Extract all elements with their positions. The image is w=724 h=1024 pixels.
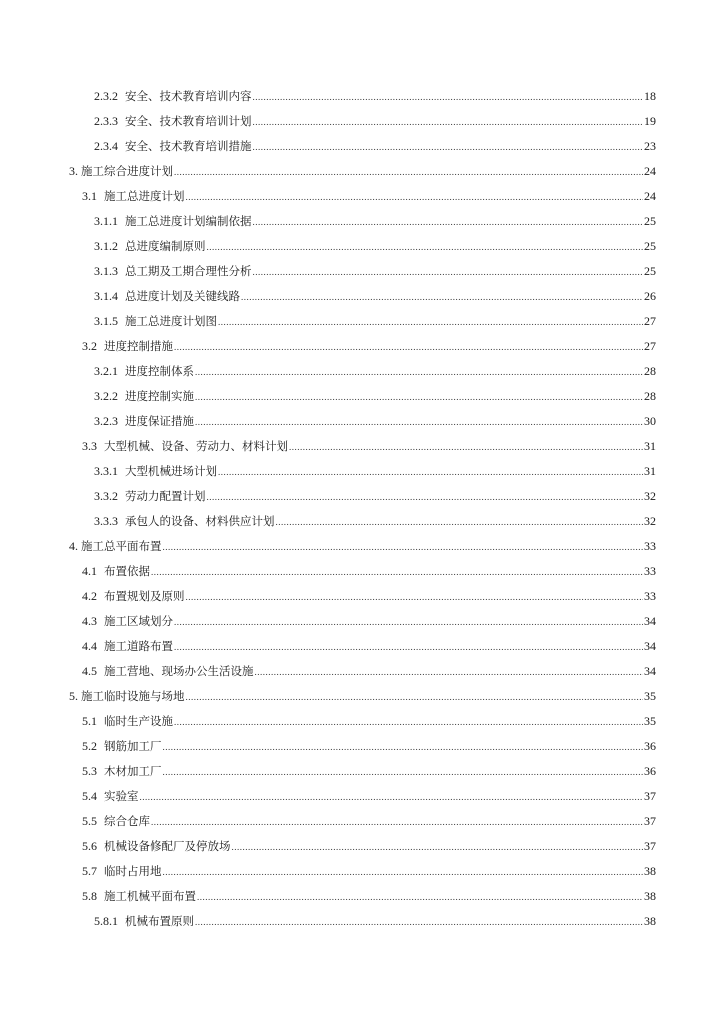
- toc-entry[interactable]: [0, 85, 724, 110]
- toc-entry[interactable]: [0, 210, 724, 235]
- toc-entry[interactable]: [0, 160, 724, 185]
- toc-entry[interactable]: [0, 385, 724, 410]
- toc-section-title: 施工临时设施与场地: [81, 689, 185, 703]
- toc-dot-leader: [174, 636, 643, 658]
- toc-section-title: 机械设备修配厂及停放场: [104, 839, 231, 853]
- toc-section-title: 实验室: [104, 789, 139, 803]
- toc-page-number: 19: [644, 114, 656, 128]
- toc-entry-line: [82, 435, 656, 458]
- toc-page-number: 38: [644, 914, 656, 928]
- toc-dot-leader: [140, 786, 644, 808]
- toc-entry[interactable]: [0, 560, 724, 585]
- toc-section-number: 5.8.1: [94, 914, 118, 928]
- toc-section-number: 2.3.3: [94, 114, 118, 128]
- toc-page-number: 35: [644, 689, 656, 703]
- toc-entry-line: [94, 260, 656, 283]
- toc-section-title: 施工道路布置: [104, 639, 173, 653]
- toc-dot-leader: [174, 711, 643, 733]
- toc-page-number: 34: [644, 664, 656, 678]
- toc-section-title: 进度保证措施: [125, 414, 194, 428]
- toc-page-number: 24: [644, 189, 656, 203]
- toc-entry[interactable]: [0, 360, 724, 385]
- toc-section-title: 进度控制措施: [104, 339, 173, 353]
- toc-dot-leader: [151, 561, 643, 583]
- toc-section-number: 5.2: [82, 739, 97, 753]
- toc-dot-leader: [163, 761, 644, 783]
- toc-section-title: 安全、技术教育培训内容: [125, 89, 252, 103]
- toc-page-number: 33: [644, 539, 656, 553]
- toc-section-number: 5.4: [82, 789, 97, 803]
- toc-entry-line: [94, 285, 656, 308]
- toc-section-number: 3.1: [82, 189, 97, 203]
- toc-section-number: 5.8: [82, 889, 97, 903]
- toc-entry-line: [82, 885, 656, 908]
- toc-entry-line: [94, 310, 656, 333]
- toc-page-number: 37: [644, 839, 656, 853]
- toc-section-title: 进度控制体系: [125, 364, 194, 378]
- toc-entry[interactable]: [0, 410, 724, 435]
- toc-page-number: 18: [644, 89, 656, 103]
- toc-page-number: 27: [644, 314, 656, 328]
- toc-section-title: 施工总进度计划编制依据: [125, 214, 252, 228]
- toc-section-number: 3.3.1: [94, 464, 118, 478]
- toc-dot-leader: [195, 411, 643, 433]
- toc-section-title: 综合仓库: [104, 814, 150, 828]
- toc-entry[interactable]: [0, 685, 724, 710]
- toc-page-number: 24: [644, 164, 656, 178]
- toc-entry-line: [94, 210, 656, 233]
- toc-section-title: 总进度编制原则: [125, 239, 206, 253]
- toc-section-title: 施工总平面布置: [81, 539, 162, 553]
- toc-page-number: 33: [644, 564, 656, 578]
- toc-dot-leader: [218, 461, 643, 483]
- toc-section-number: 4.3: [82, 614, 97, 628]
- toc-page-number: 25: [644, 239, 656, 253]
- toc-section-number: 3.1.1: [94, 214, 118, 228]
- toc-page-number: 27: [644, 339, 656, 353]
- toc-entry-line: [82, 785, 656, 808]
- toc-section-title: 钢筋加工厂: [104, 739, 162, 753]
- toc-entry[interactable]: [0, 785, 724, 810]
- toc-dot-leader: [218, 311, 643, 333]
- toc-section-number: 3.2.1: [94, 364, 118, 378]
- toc-section-title: 安全、技术教育培训措施: [125, 139, 252, 153]
- toc-section-title: 进度控制实施: [125, 389, 194, 403]
- toc-section-number: 3.1.5: [94, 314, 118, 328]
- toc-section-number: 3.3.2: [94, 489, 118, 503]
- toc-page-number: 37: [644, 814, 656, 828]
- toc-section-number: 5.1: [82, 714, 97, 728]
- toc-section-number: 4.5: [82, 664, 97, 678]
- toc-entry-line: [82, 760, 656, 783]
- toc-entry-line: [94, 410, 656, 433]
- toc-page-number: 38: [644, 864, 656, 878]
- toc-page-number: 25: [644, 264, 656, 278]
- toc-section-title: 大型机械、设备、劳动力、材料计划: [104, 439, 288, 453]
- toc-section-title: 施工机械平面布置: [104, 889, 196, 903]
- toc-section-number: 3.3: [82, 439, 97, 453]
- toc-entry-line: [82, 810, 656, 833]
- toc-entry[interactable]: [0, 660, 724, 685]
- toc-section-title: 施工区域划分: [104, 614, 173, 628]
- toc-entry-line: [94, 910, 656, 933]
- toc-section-title: 布置规划及原则: [104, 589, 185, 603]
- toc-section-title: 施工综合进度计划: [81, 164, 173, 178]
- toc-dot-leader: [195, 386, 643, 408]
- toc-section-number: 5.: [69, 689, 78, 703]
- toc-entry[interactable]: [0, 635, 724, 660]
- toc-entry-line: [94, 360, 656, 383]
- toc-entry[interactable]: [0, 435, 724, 460]
- toc-section-title: 木材加工厂: [104, 764, 162, 778]
- toc-entry[interactable]: [0, 760, 724, 785]
- toc-page-number: 31: [644, 464, 656, 478]
- toc-page-number: 28: [644, 364, 656, 378]
- toc-dot-leader: [241, 286, 643, 308]
- toc-dot-leader: [174, 161, 643, 183]
- toc-section-title: 布置依据: [104, 564, 150, 578]
- toc-entry-line: [82, 560, 656, 583]
- toc-page-number: 34: [644, 614, 656, 628]
- toc-page-number: 23: [644, 139, 656, 153]
- toc-entry[interactable]: [0, 885, 724, 910]
- toc-section-title: 临时生产设施: [104, 714, 173, 728]
- toc-section-title: 总工期及工期合理性分析: [125, 264, 252, 278]
- toc-dot-leader: [163, 736, 644, 758]
- toc-entry[interactable]: [0, 810, 724, 835]
- toc-dot-leader: [186, 686, 644, 708]
- toc-section-number: 3.1.3: [94, 264, 118, 278]
- toc-dot-leader: [195, 911, 643, 933]
- toc-entry[interactable]: [0, 535, 724, 560]
- toc-dot-leader: [253, 261, 644, 283]
- toc-entry-line: [82, 710, 656, 733]
- toc-entry-line: [82, 660, 656, 683]
- toc-entry-line: [94, 135, 656, 158]
- toc-page-number: 32: [644, 489, 656, 503]
- toc-section-title: 安全、技术教育培训计划: [125, 114, 252, 128]
- toc-dot-leader: [174, 336, 643, 358]
- toc-entry-line: [82, 185, 656, 208]
- toc-page-number: 33: [644, 589, 656, 603]
- toc-entry[interactable]: [0, 835, 724, 860]
- toc-dot-leader: [197, 886, 643, 908]
- toc-section-number: 5.3: [82, 764, 97, 778]
- toc-page-number: 32: [644, 514, 656, 528]
- toc-section-number: 3.: [69, 164, 78, 178]
- toc-page-number: 34: [644, 639, 656, 653]
- toc-entry-line: [82, 635, 656, 658]
- toc-page-number: 36: [644, 739, 656, 753]
- toc-dot-leader: [253, 136, 644, 158]
- toc-entry-line: [69, 685, 656, 708]
- toc-entry-line: [69, 160, 656, 183]
- toc-entry[interactable]: [0, 310, 724, 335]
- toc-section-number: 4.: [69, 539, 78, 553]
- toc-dot-leader: [207, 236, 644, 258]
- table-of-contents: [0, 85, 724, 935]
- toc-entry-line: [94, 110, 656, 133]
- toc-dot-leader: [253, 211, 644, 233]
- toc-entry-line: [69, 535, 656, 558]
- toc-dot-leader: [195, 361, 643, 383]
- toc-page-number: 25: [644, 214, 656, 228]
- toc-section-number: 3.1.2: [94, 239, 118, 253]
- toc-entry-line: [94, 385, 656, 408]
- toc-section-number: 4.2: [82, 589, 97, 603]
- toc-section-number: 4.1: [82, 564, 97, 578]
- toc-dot-leader: [207, 486, 644, 508]
- toc-page-number: 35: [644, 714, 656, 728]
- toc-entry[interactable]: [0, 485, 724, 510]
- toc-section-title: 劳动力配置计划: [125, 489, 206, 503]
- toc-entry-line: [94, 85, 656, 108]
- toc-section-number: 3.3.3: [94, 514, 118, 528]
- toc-entry[interactable]: [0, 735, 724, 760]
- toc-section-number: 3.2.2: [94, 389, 118, 403]
- toc-entry[interactable]: [0, 185, 724, 210]
- toc-section-number: 3.2: [82, 339, 97, 353]
- toc-section-title: 机械布置原则: [125, 914, 194, 928]
- toc-entry-line: [82, 860, 656, 883]
- toc-page-number: 28: [644, 389, 656, 403]
- toc-page-number: 26: [644, 289, 656, 303]
- toc-entry-line: [82, 835, 656, 858]
- toc-entry[interactable]: [0, 860, 724, 885]
- toc-entry[interactable]: [0, 585, 724, 610]
- toc-page-number: 30: [644, 414, 656, 428]
- toc-section-title: 施工营地、现场办公生活设施: [104, 664, 254, 678]
- toc-section-title: 施工总进度计划图: [125, 314, 217, 328]
- toc-dot-leader: [276, 511, 644, 533]
- toc-entry[interactable]: [0, 460, 724, 485]
- toc-section-number: 3.1.4: [94, 289, 118, 303]
- toc-entry[interactable]: [0, 285, 724, 310]
- toc-section-number: 4.4: [82, 639, 97, 653]
- toc-section-number: 2.3.4: [94, 139, 118, 153]
- toc-page-number: 38: [644, 889, 656, 903]
- toc-page-number: 37: [644, 789, 656, 803]
- toc-entry[interactable]: [0, 610, 724, 635]
- toc-section-number: 5.5: [82, 814, 97, 828]
- toc-entry-line: [94, 460, 656, 483]
- toc-entry[interactable]: [0, 510, 724, 535]
- toc-section-title: 施工总进度计划: [104, 189, 185, 203]
- toc-dot-leader: [232, 836, 644, 858]
- toc-dot-leader: [163, 861, 644, 883]
- toc-section-number: 5.7: [82, 864, 97, 878]
- toc-page-number: 31: [644, 439, 656, 453]
- toc-entry-line: [94, 510, 656, 533]
- toc-entry-line: [94, 485, 656, 508]
- toc-entry[interactable]: [0, 335, 724, 360]
- toc-entry-line: [82, 735, 656, 758]
- toc-entry-line: [82, 610, 656, 633]
- toc-dot-leader: [163, 536, 644, 558]
- toc-section-title: 大型机械进场计划: [125, 464, 217, 478]
- toc-dot-leader: [151, 811, 643, 833]
- toc-section-number: 5.6: [82, 839, 97, 853]
- toc-entry-line: [82, 335, 656, 358]
- toc-entry[interactable]: [0, 235, 724, 260]
- toc-dot-leader: [253, 111, 644, 133]
- toc-section-number: 2.3.2: [94, 89, 118, 103]
- toc-entry-line: [94, 235, 656, 258]
- toc-dot-leader: [255, 661, 644, 683]
- toc-entry[interactable]: [0, 710, 724, 735]
- toc-section-title: 承包人的设备、材料供应计划: [125, 514, 275, 528]
- toc-entry-line: [82, 585, 656, 608]
- toc-section-title: 总进度计划及关键线路: [125, 289, 240, 303]
- toc-page-number: 36: [644, 764, 656, 778]
- toc-entry[interactable]: [0, 135, 724, 160]
- toc-dot-leader: [289, 436, 643, 458]
- toc-dot-leader: [186, 586, 644, 608]
- toc-section-number: 3.2.3: [94, 414, 118, 428]
- toc-entry[interactable]: [0, 910, 724, 935]
- toc-entry[interactable]: [0, 110, 724, 135]
- toc-section-title: 临时占用地: [104, 864, 162, 878]
- toc-dot-leader: [186, 186, 644, 208]
- toc-dot-leader: [253, 86, 644, 108]
- toc-entry[interactable]: [0, 260, 724, 285]
- toc-dot-leader: [174, 611, 643, 633]
